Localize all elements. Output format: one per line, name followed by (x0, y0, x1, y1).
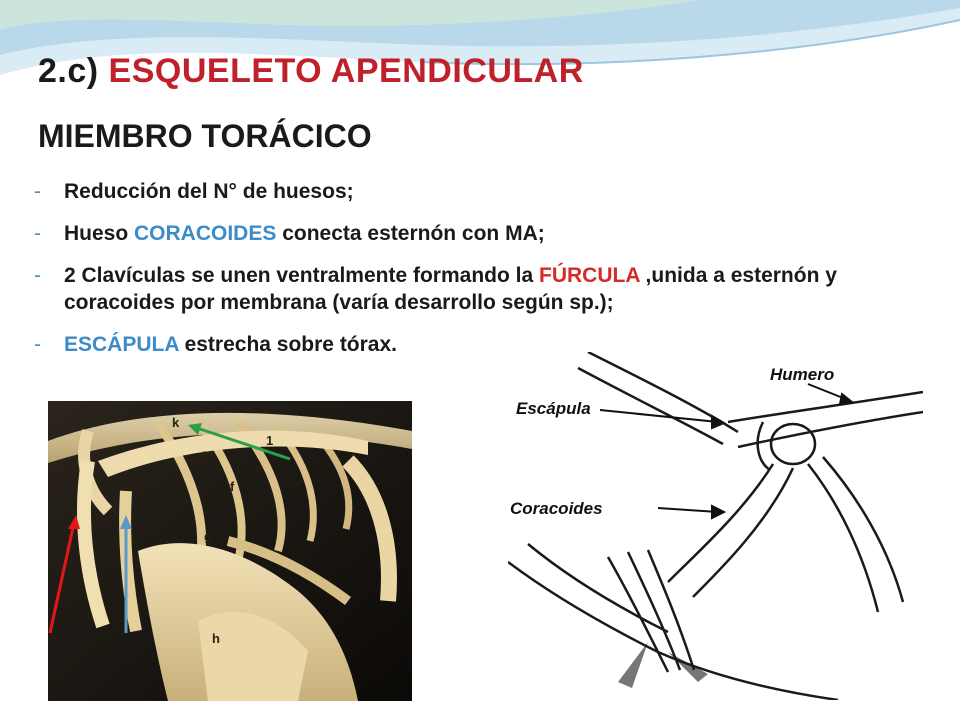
photo-label-c: c (260, 401, 268, 416)
bullet-list (34, 178, 939, 373)
photo-label-1: 1 (266, 433, 274, 448)
photo-label-k: k (172, 415, 180, 430)
bullet-text: ,unida a esternón y coracoides por membrana (varía desarrollo según sp.); (64, 264, 837, 314)
slide-title (38, 52, 584, 91)
photo-label-a: a (148, 405, 156, 420)
bullet-dash: - (34, 264, 41, 287)
slide-subtitle: MIEMBRO TORÁCICO (38, 118, 372, 154)
photo-label-i: i (103, 407, 107, 422)
photo-label-g: g (204, 529, 212, 544)
keyword-escapula: ESCÁPULA (64, 333, 179, 356)
skeleton-photo (48, 401, 412, 701)
bullet-text: Reducción del N° de huesos; (64, 180, 354, 203)
title-accent: ESQUELETO APENDICULAR (108, 52, 584, 90)
keyword-furcula: FÚRCULA (539, 264, 640, 287)
bullet-item (34, 220, 939, 247)
bullet-item (34, 178, 939, 205)
title-prefix: 2.c) (38, 52, 109, 90)
bullet-dash: - (34, 222, 41, 245)
bullet-dash: - (34, 333, 41, 356)
photo-label-f: f (230, 479, 235, 494)
bullet-dash: - (34, 180, 41, 203)
bullet-text: estrecha sobre tórax. (178, 333, 397, 356)
photo-label-2: 2 (156, 463, 164, 478)
photo-label-d: d (198, 449, 206, 464)
bullet-text: conecta esternón con MA; (276, 222, 545, 245)
photo-label-b: b (196, 401, 204, 412)
photo-label-e: e (256, 461, 264, 476)
drawing-label-escapula: Escápula (516, 399, 591, 418)
shoulder-girdle-drawing (508, 352, 923, 700)
bullet-text: 2 Clavículas se unen ventralmente formando la (64, 264, 539, 287)
photo-label-h: h (212, 631, 220, 646)
bullet-item (34, 262, 939, 316)
drawing-label-humero: Humero (770, 365, 835, 384)
drawing-label-coracoides: Coracoides (510, 499, 603, 518)
photo-label-j: j (114, 501, 118, 516)
keyword-coracoides: CORACOIDES (134, 222, 277, 245)
bullet-text: Hueso (64, 222, 135, 245)
